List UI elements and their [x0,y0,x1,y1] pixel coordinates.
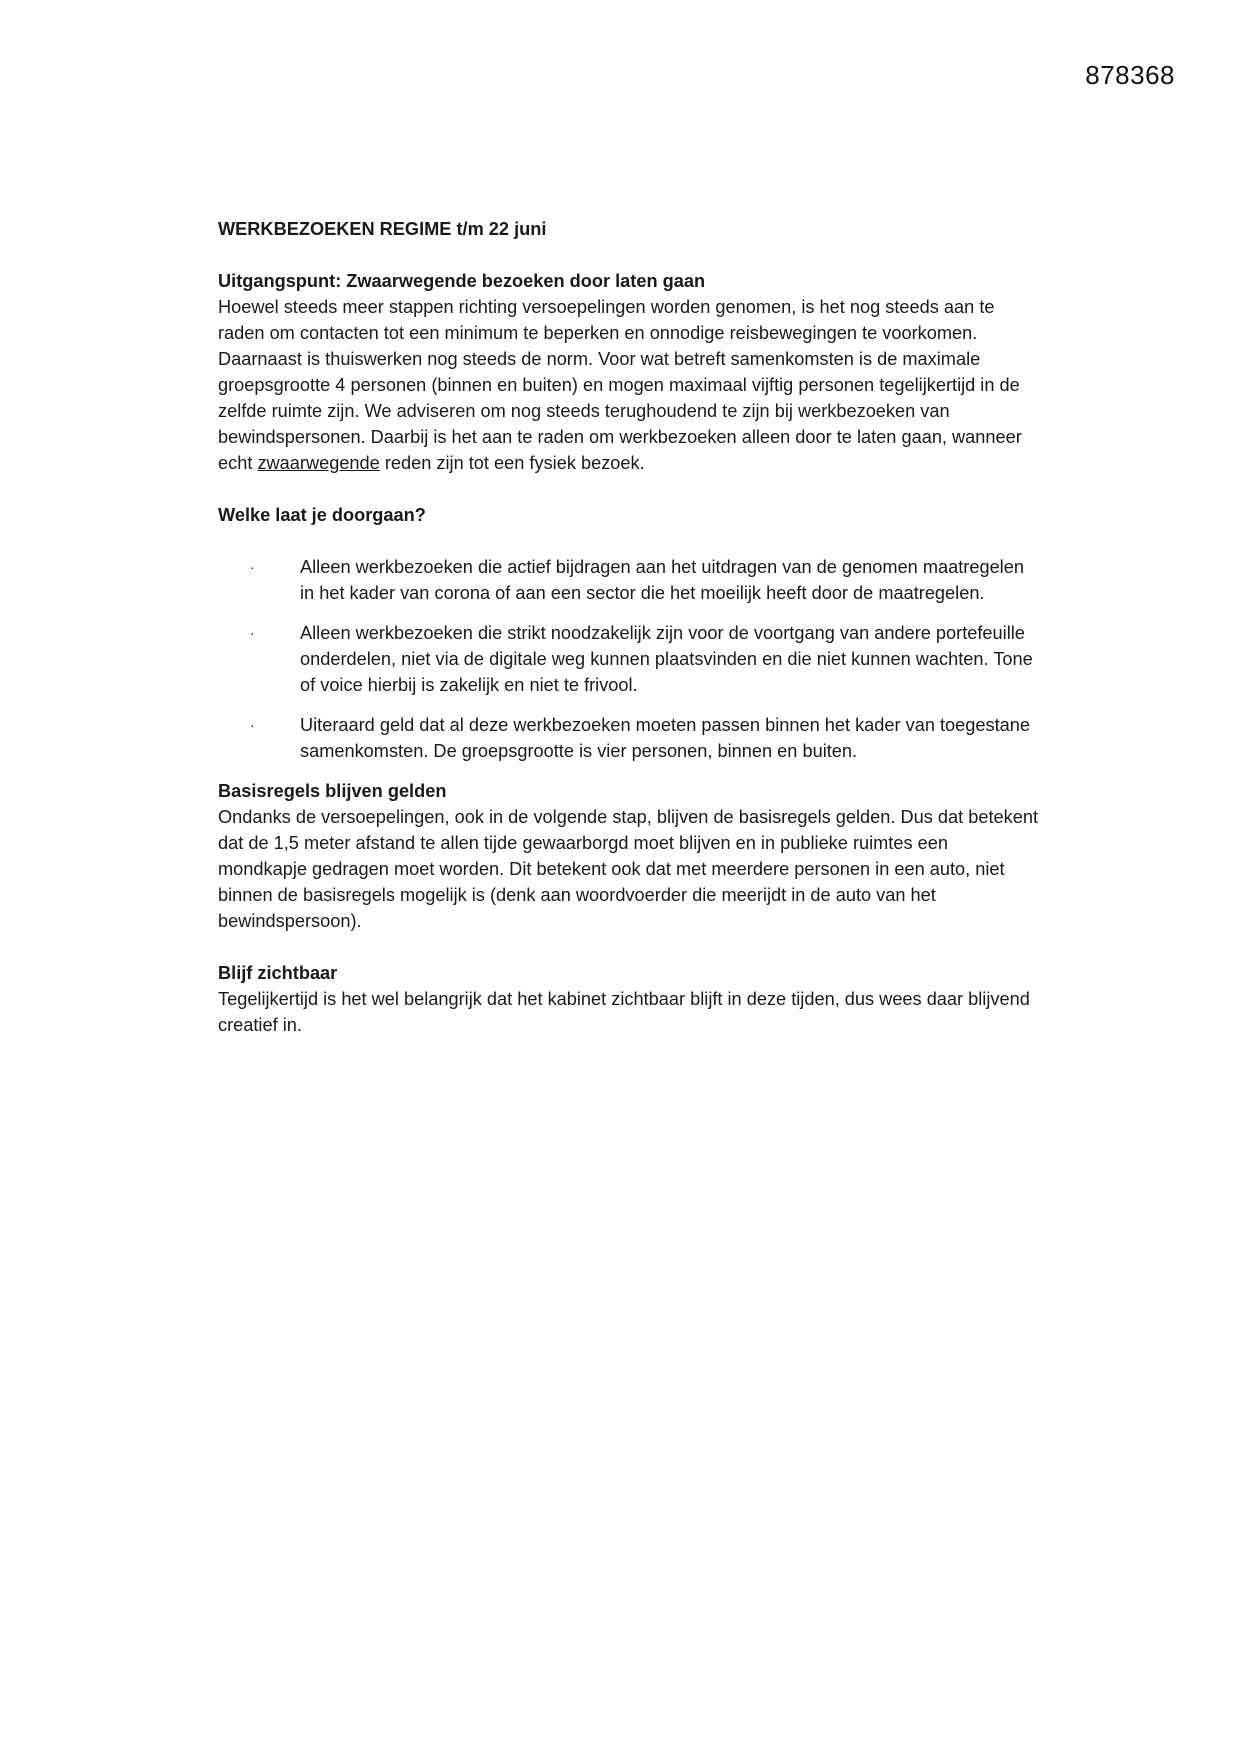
document-body [218,216,1038,1064]
list-item-text: Uiteraard geld dat al deze werkbezoeken moeten passen binnen het kader van toegestane samenkomsten. De groepsgrootte is vier personen, binnen en buiten. [300,715,1031,761]
list-item-text: Alleen werkbezoeken die actief bijdragen aan het uitdragen van de genomen maatregelen in het kader van corona of aan een sector die het moeilijk heeft door de maatregelen. [300,557,1024,603]
bullet-icon: · [250,559,255,575]
list-item [218,712,1038,764]
paragraph-zichtbaar: Tegelijkertijd is het wel belangrijk dat het kabinet zichtbaar blijft in deze tijden, dus wees daar blijvend creatief in. [218,989,1030,1035]
section-heading-zichtbaar: Blijf zichtbaar [218,963,338,983]
section-heading-basisregels: Basisregels blijven gelden [218,781,447,801]
bullet-icon: · [250,717,255,733]
list-item-text: Alleen werkbezoeken die strikt noodzakelijk zijn voor de voortgang van andere portefeuille onderdelen, niet via de digitale weg kunnen plaatsvinden en die niet kunnen wachten. Tone of voice hierbij is zakelijk en niet te frivool. [300,623,1033,695]
list-item [218,620,1038,698]
paragraph-uitgangspunt [218,294,1038,476]
document-title: WERKBEZOEKEN REGIME t/m 22 juni [218,219,547,239]
section-heading-doorgaan: Welke laat je doorgaan? [218,505,426,525]
underlined-word: zwaarwegende [257,453,380,473]
bullet-icon: · [250,625,255,641]
paragraph-uitgangspunt-text-1: Hoewel steeds meer stappen richting versoepelingen worden genomen, is het nog steeds aan te raden om contacten tot een minimum te beperken en onnodige reisbewegingen te voorkomen. Daarnaast is thuiswerken nog steeds de norm. Voor wat betreft samenkomsten is de maximale groepsgrootte 4 personen (binnen en buiten) en mogen maximaal vijftig personen tegelijkertijd in de zelfde ruimte zijn. We adviseren om nog steeds terughoudend te zijn bij werkbezoeken van bewindspersonen. Daarbij is het aan te raden om werkbezoeken alleen door te laten gaan, wanneer echt [218,297,1022,473]
paragraph-basisregels: Ondanks de versoepelingen, ook in de volgende stap, blijven de basisregels gelden. Dus dat betekent dat de 1,5 meter afstand te allen tijde gewaarborgd moet blijven en in publieke ruimtes een mondkapje gedragen moet worden. Dit betekent ook dat met meerdere personen in een auto, niet binnen de basisregels mogelijk is (denk aan woordvoerder die meerijdt in de auto van het bewindspersoon). [218,807,1039,931]
section-heading-uitgangspunt: Uitgangspunt: Zwaarwegende bezoeken door laten gaan [218,271,706,291]
list-item [218,554,1038,606]
bullet-list [218,554,1038,764]
document-number: 878368 [1085,60,1175,90]
paragraph-uitgangspunt-text-2: reden zijn tot een fysiek bezoek. [379,453,645,473]
